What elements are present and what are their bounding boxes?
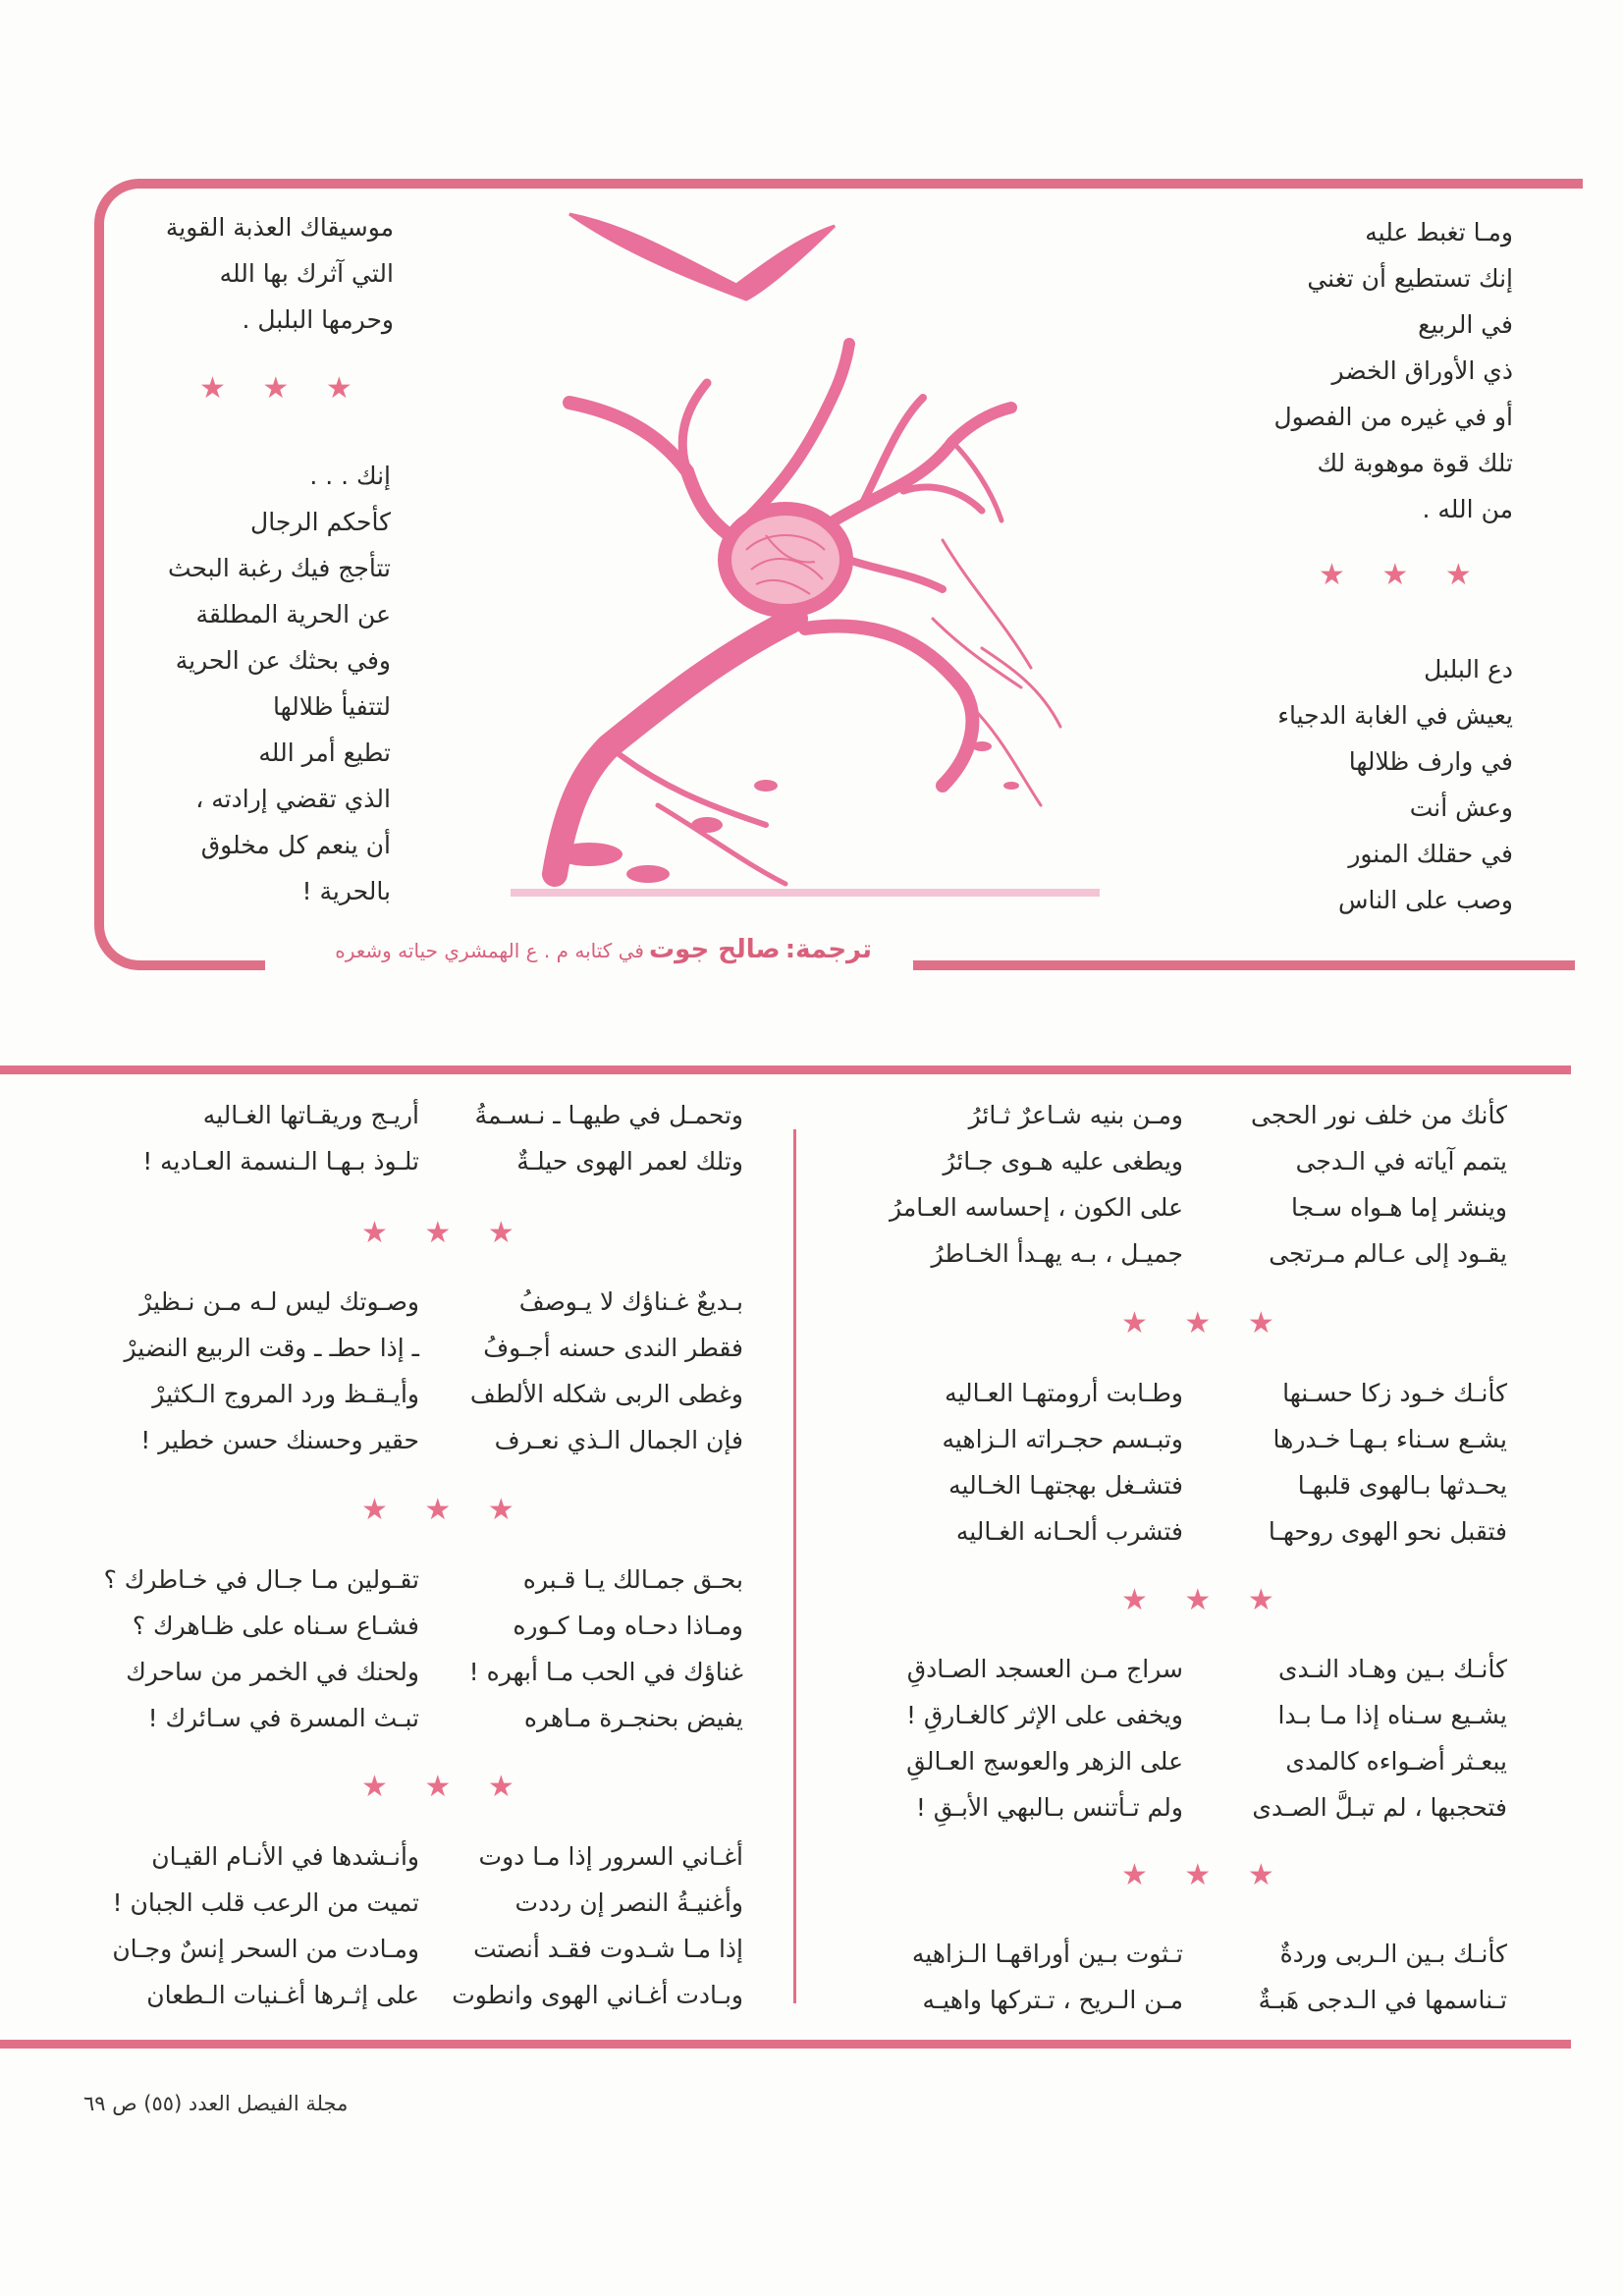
verse-couplet: [95, 1833, 743, 1880]
hemistich-second: وأيـقـظ ورد المروج الـكثيرْ: [152, 1380, 419, 1408]
hemistich-first: تـناسمها في الـدجى هَبـةٌ: [1258, 1986, 1507, 2014]
verse-couplet: [889, 1416, 1507, 1462]
verse-couplet: [95, 1695, 743, 1741]
box-left-column-2: [168, 453, 391, 914]
verse-couplet: [889, 1184, 1507, 1230]
verse-line: التي آثرك بها الله: [219, 259, 394, 288]
stars-separator: ★ ★ ★: [1121, 1583, 1288, 1617]
hemistich-first: بـديعٌ غـناؤك لا يـوصفُ: [518, 1287, 743, 1316]
hemistich-second: وطـابت أرومتهـا العـاليه: [945, 1379, 1183, 1407]
hemistich-first: فقطر الندى حسنه أجـوفُ: [483, 1334, 743, 1362]
verse-line: الذي تقضي إرادته ،: [195, 785, 391, 813]
column-divider: [793, 1129, 796, 2003]
verse-line: في الربيع: [1418, 310, 1513, 339]
stars-separator: ★ ★ ★: [1121, 1306, 1288, 1340]
verse-line: إنك تستطيع أن تغني: [1307, 264, 1513, 293]
verse-couplet: [95, 1325, 743, 1371]
verse-line: ومـا تغبط عليه: [1365, 218, 1513, 246]
verse-line: ذي الأوراق الخضر: [1331, 356, 1513, 385]
hemistich-second: ومـن بنيه شـاعرٌ ثـائرُ: [968, 1101, 1183, 1129]
box-left-column: [166, 204, 394, 343]
box-right-column-2: [1277, 646, 1513, 923]
hemistich-first: يحـدثها بـالهوى قلبهـا: [1297, 1471, 1507, 1500]
verse-couplet: [889, 1784, 1507, 1831]
hemistich-second: فتشرب ألحـانه الغـاليه: [955, 1517, 1183, 1546]
hemistich-second: تقـولين مـا جـال في خـاطرك ؟: [103, 1565, 419, 1594]
stars-separator: ★ ★ ★: [1121, 1858, 1288, 1892]
credit-name: صالح جوت: [649, 935, 781, 964]
hemistich-second: وأنـشدها في الأنـام القيـان: [151, 1842, 419, 1871]
hemistich-second: تبـث المسرة في سـائرك !: [147, 1704, 419, 1732]
section-divider: [0, 1066, 1571, 1074]
verse-line: يعيش في الغابة الدجياء: [1277, 701, 1513, 730]
box-left-corner: [94, 179, 163, 970]
hemistich-second: تميت من الرعب قلب الجبان !: [112, 1888, 419, 1917]
left-stanza-2: [95, 1279, 743, 1463]
hemistich-first: ومـاذا دحـاه ومـا كـوره: [513, 1612, 743, 1640]
verse-couplet: [889, 1508, 1507, 1555]
hemistich-first: يشـع سـناء بـهـا خـدرها: [1272, 1425, 1507, 1453]
hemistich-first: وينشر إما هـواه سـجا: [1291, 1193, 1507, 1222]
verse-line: عن الحرية المطلقة: [195, 600, 391, 629]
hemistich-second: تـثوت بـين أوراقهـا الـزاهيه: [911, 1940, 1183, 1968]
verse-couplet: [889, 1931, 1507, 1977]
verse-line: إنك . . .: [309, 462, 391, 490]
bottom-rule: [0, 2040, 1571, 2049]
verse-couplet: [889, 1977, 1507, 2023]
hemistich-second: ولم تـأتنس بـالبهي الأبـقِ !: [915, 1793, 1183, 1822]
hemistich-first: كأنك من خلف نور الحجى: [1251, 1101, 1507, 1129]
verse-line: بالحرية !: [301, 877, 391, 905]
left-stanza-3: [95, 1557, 743, 1741]
hemistich-second: جميـل ، بـه يهـدأ الخـاطرُ: [931, 1239, 1183, 1268]
hemistich-second: مـن الـريح ، تـتركها واهيـه: [922, 1986, 1183, 2014]
box-top-border: [137, 179, 1583, 189]
verse-couplet: [889, 1092, 1507, 1138]
hemistich-second: وتبـسم حجـراته الـزاهيه: [942, 1425, 1183, 1453]
box-bottom-border: [913, 960, 1575, 970]
hemistich-first: إذا مـا شـدوت فقـد أنصتت: [473, 1935, 743, 1963]
stars-separator: ★ ★ ★: [1319, 558, 1486, 592]
hemistich-first: فتقبل نحو الهوى روحهـا: [1268, 1517, 1507, 1546]
verse-line: تلك قوة موهوبة لك: [1317, 449, 1513, 477]
right-stanza-3: [889, 1646, 1507, 1831]
hemistich-second: وصـوتك ليس لـه مـن نـظيرْ: [139, 1287, 419, 1316]
verse-couplet: [95, 1649, 743, 1695]
hemistich-second: ويطغى عليه هـوى جـائرُ: [943, 1147, 1183, 1175]
verse-couplet: [95, 1972, 743, 2018]
hemistich-first: يتمم آياته في الـدجى: [1295, 1147, 1507, 1175]
hemistich-first: وغطى الربى شكله الألطف: [469, 1380, 743, 1408]
stars-separator: ★ ★ ★: [361, 1493, 528, 1527]
verse-line: وحرمها البلبل .: [242, 305, 394, 334]
hemistich-second: فتشـغل بهجتهـا الخـاليه: [948, 1471, 1183, 1500]
verse-line: تطيع أمر الله: [258, 738, 391, 767]
verse-couplet: [95, 1417, 743, 1463]
verse-couplet: [95, 1279, 743, 1325]
hemistich-second: حقير وحسنك حسن خطير !: [140, 1426, 419, 1454]
hemistich-second: تلـوذ بـهـا الـنسمة العـاديه !: [142, 1147, 419, 1175]
hemistich-second: سراج مـن العسجد الصـادقِ: [906, 1655, 1183, 1683]
hemistich-first: يفيض بحنجـرة مـاهره: [523, 1704, 743, 1732]
verse-couplet: [95, 1880, 743, 1926]
hemistich-second: فشـاع سـناه على ظـاهرك ؟: [132, 1612, 419, 1640]
hemistich-first: فإن الجمال الـذي نعـرف: [494, 1426, 743, 1454]
verse-line: كأحكم الرجال: [250, 508, 391, 536]
stars-separator: ★ ★ ★: [361, 1216, 528, 1250]
verse-couplet: [889, 1230, 1507, 1277]
verse-line: وصب على الناس: [1337, 886, 1513, 914]
credit-label: ترجمة:: [784, 935, 872, 964]
hemistich-first: وبـادت أغـاني الهوى وانطوت: [452, 1981, 743, 2009]
verse-couplet: [95, 1557, 743, 1603]
left-stanza-4: [95, 1833, 743, 2018]
hemistich-second: على إثـرها أغـنيات الـطعان: [146, 1981, 419, 2009]
right-stanza-4: [889, 1931, 1507, 2023]
verse-couplet: [95, 1603, 743, 1649]
hemistich-second: ويخفى على الإثر كالغـارقِ !: [905, 1701, 1183, 1729]
hemistich-first: كأنـك بـين وهـاد النـدى: [1277, 1655, 1507, 1683]
verse-couplet: [889, 1738, 1507, 1784]
verse-line: أو في غيره من الفصول: [1273, 403, 1513, 431]
hemistich-first: وتلك لعمر الهوى حيلـةٌ: [516, 1147, 743, 1175]
verse-couplet: [889, 1462, 1507, 1508]
hemistich-second: ومـادت من السحر إنسٌ وجـان: [112, 1935, 419, 1963]
verse-couplet: [95, 1138, 743, 1184]
verse-couplet: [95, 1092, 743, 1138]
hemistich-first: يقـود إلى عـالم مـرتجى: [1269, 1239, 1507, 1268]
hemistich-first: يبعـثر أضـواءه كالمدى: [1285, 1747, 1507, 1776]
translator-credit: [335, 935, 872, 964]
hemistich-first: فتحجبها ، لم تبـلَّ الصـدى: [1252, 1793, 1507, 1822]
hemistich-second: على الكون ، إحساسه العـامرُ: [890, 1193, 1183, 1222]
verse-couplet: [95, 1926, 743, 1972]
right-stanza-2: [889, 1370, 1507, 1555]
page-footer: مجلة الفيصل العدد (٥٥) ص ٦٩: [83, 2092, 349, 2115]
verse-line: في حقلك المنور: [1348, 840, 1513, 868]
verse-line: من الله .: [1422, 495, 1513, 523]
stars-separator: ★ ★ ★: [199, 371, 366, 406]
hemistich-first: بحـق جمـالك يـا قـبره: [522, 1565, 743, 1594]
verse-couplet: [889, 1692, 1507, 1738]
verse-line: أن ينعم كل مخلوق: [200, 831, 391, 859]
hemistich-second: ـ إذا حطـ ـ وقت الربيع النضيرْ: [124, 1334, 419, 1362]
verse-line: موسيقاك العذبة القوية: [165, 213, 394, 242]
hemistich-second: أريـج وريقـاتها الغـاليه: [202, 1101, 419, 1129]
verse-line: وفي بحثك عن الحرية: [175, 646, 391, 675]
verse-line: تتأجج فيك رغبة البحث: [167, 554, 391, 582]
box-right-column: [1274, 209, 1514, 532]
hemistich-first: وتحمـل في طيهـا ـ نـسـمةُ: [474, 1101, 743, 1129]
verse-line: وعش أنت: [1409, 793, 1513, 822]
verse-couplet: [889, 1370, 1507, 1416]
verse-line: في وارف ظلالها: [1348, 747, 1513, 776]
hemistich-second: ولحنك في الخمر من ساحرك: [126, 1658, 419, 1686]
left-stanza-1: [95, 1092, 743, 1184]
right-stanza-1: [889, 1092, 1507, 1277]
hemistich-first: يشـيع سـناه إذا مـا بـدا: [1277, 1701, 1507, 1729]
verse-line: لتتفيأ ظلالها: [272, 692, 391, 721]
stars-separator: ★ ★ ★: [361, 1770, 528, 1804]
box-right-corner-top: [1537, 179, 1576, 189]
verse-couplet: [889, 1646, 1507, 1692]
hemistich-first: أغـاني السرور إذا مـا دوت: [478, 1842, 743, 1871]
verse-couplet: [95, 1371, 743, 1417]
hemistich-second: على الزهر والعوسج العـالقِ: [906, 1747, 1183, 1776]
hemistich-first: كأنـك خـود زكا حسـنها: [1282, 1379, 1507, 1407]
verse-couplet: [889, 1138, 1507, 1184]
credit-rest: في كتابه م . ع الهمشري حياته وشعره: [335, 939, 644, 962]
hemistich-first: وأغنيـةُ النصر إن رددت: [514, 1888, 743, 1917]
tree-illustration: [511, 196, 1100, 923]
hemistich-first: كأنـك بـين الـربى وردةٌ: [1279, 1940, 1507, 1968]
hemistich-first: غناؤك في الحب مـا أبهره !: [468, 1658, 743, 1686]
verse-line: دع البلبل: [1424, 655, 1513, 683]
